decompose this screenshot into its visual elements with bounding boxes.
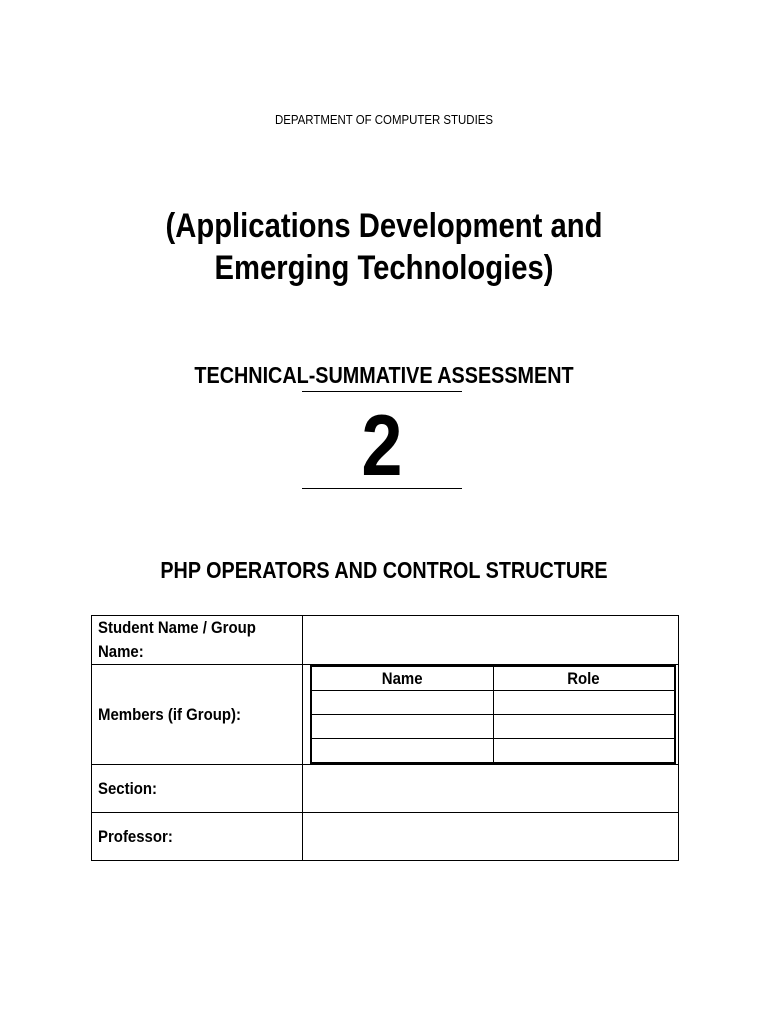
topic-title: PHP OPERATORS AND CONTROL STRUCTURE bbox=[160, 557, 608, 583]
member-role-field[interactable] bbox=[493, 739, 675, 764]
member-role-field[interactable] bbox=[493, 691, 675, 715]
member-row bbox=[311, 691, 675, 715]
member-name-field[interactable] bbox=[311, 715, 493, 739]
member-name-field[interactable] bbox=[311, 739, 493, 764]
members-role-header-text: Role bbox=[567, 668, 600, 688]
member-role-field[interactable] bbox=[493, 715, 675, 739]
member-row bbox=[311, 739, 675, 764]
section-label: Section: bbox=[98, 778, 158, 798]
members-name-header-text: Name bbox=[381, 668, 423, 688]
student-name-label: Student Name / Group Name: bbox=[98, 618, 256, 661]
course-title: (Applications Development and Emerging Technologies) bbox=[165, 207, 603, 287]
professor-label: Professor: bbox=[98, 826, 173, 846]
assessment-label: TECHNICAL-SUMMATIVE ASSESSMENT bbox=[194, 362, 574, 388]
top-rule bbox=[302, 391, 462, 392]
section-field[interactable] bbox=[303, 765, 679, 813]
assessment-number: 2 bbox=[361, 398, 403, 494]
department-heading: DEPARTMENT OF COMPUTER STUDIES bbox=[274, 112, 494, 127]
professor-label-cell bbox=[92, 813, 303, 861]
members-cell bbox=[303, 665, 679, 765]
professor-field[interactable] bbox=[303, 813, 679, 861]
members-label-cell bbox=[92, 665, 303, 765]
section-row bbox=[92, 765, 679, 813]
student-name-field[interactable] bbox=[303, 616, 679, 665]
student-name-label-cell bbox=[92, 616, 303, 665]
section-label-cell bbox=[92, 765, 303, 813]
members-table bbox=[310, 665, 676, 764]
student-name-row bbox=[92, 616, 679, 665]
bottom-rule bbox=[302, 488, 462, 489]
members-label: Members (if Group): bbox=[98, 704, 241, 724]
student-info-table bbox=[91, 615, 679, 861]
members-row bbox=[92, 665, 679, 765]
professor-row bbox=[92, 813, 679, 861]
member-name-field[interactable] bbox=[311, 691, 493, 715]
members-header-row bbox=[311, 666, 675, 691]
members-role-header bbox=[493, 666, 675, 691]
member-row bbox=[311, 715, 675, 739]
members-name-header bbox=[311, 666, 493, 691]
